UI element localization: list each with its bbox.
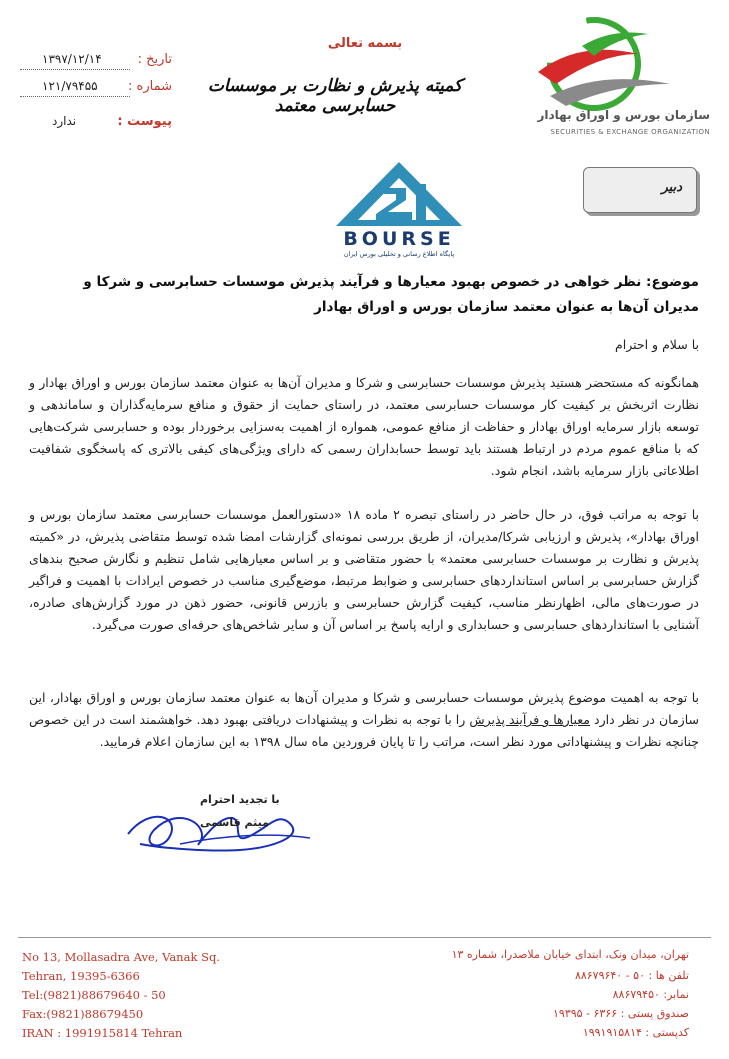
- footer-divider: [18, 937, 711, 938]
- number-dotline: [20, 96, 130, 97]
- dabir-box: [583, 167, 697, 213]
- footer-en-city: Tehran, 19395-6366: [22, 969, 140, 983]
- date-dotline: [20, 69, 130, 70]
- footer-fa-fax: نمابر: ۸۸۶۷۹۴۵۰: [612, 988, 689, 1001]
- attachment-label: پیوست :: [117, 114, 172, 129]
- footer-fa-address: تهران، میدان ونک، ابتدای خیابان ملاصدرا، شماره ۱۳: [451, 948, 689, 961]
- footer-en-fax: Fax:(9821)88679450: [22, 1007, 144, 1021]
- paragraph-3: [29, 687, 699, 753]
- letter-meta: [20, 52, 172, 132]
- bourse-caption: پایگاه اطلاع رسانی و تحلیلی بورس ایران: [343, 250, 455, 258]
- footer-fa-tel: تلفن ها : ۵۰ - ۸۸۶۷۹۶۴۰: [574, 969, 689, 982]
- bismillah-heading: بسمه تعالی: [327, 36, 403, 51]
- number-label: شماره :: [128, 79, 172, 94]
- paragraph-3-part-2: را با توجه به نظرات و پیشنهادات دریافتی بهبود دهد. خواهشمند است در این خصوص چنانچه نظرات و پیشنهاداتی مورد نظر است، مراتب را تا پایان فروردین ماه سال ۱۳۹۸ به این سازمان اعلام فرمایید.: [29, 712, 699, 749]
- paragraph-3-underlined: معیارها و فرآیند پذیرش: [469, 712, 590, 727]
- date-value: ۱۳۹۷/۱۲/۱۴: [42, 52, 102, 66]
- footer-en-iran: IRAN : 1991915814 Tehran: [22, 1026, 183, 1040]
- closing-text: با تجدید احترام: [200, 793, 280, 806]
- paragraph-1: همانگونه که مستحضر هستید پذیرش موسسات حسابرسی و شرکا و مدیران آن‌ها به عنوان معتمد سازمان بورس و اوراق بهادار و نظارت اثربخش بر کیفیت کار موسسات حسابرسی معتمد، در راستای حمایت از حقوق و منافع سرمایه‌گذاران و ساماندهی و توسعه بازار سرمایه اوراق بهادار و حفاظت از منافع عمومی، همواره از اهمیت به‌سزایی برخوردار بوده و حسابرسی شرکت‌هایی که با منافع عموم مردم در ارتباط هستند باید توسط حسابداران رسمی که دارای ویژگی‌های کیفی بالاتری که پاسخگوی شفافیت اطلاعاتی بازار سرمایه باشد، انجام شود.: [29, 375, 699, 478]
- paragraph-2: با توجه به مراتب فوق، در حال حاضر در راستای تبصره ۲ ماده ۱۸ «دستورالعمل موسسات حسابرسی معتمد سازمان بورس و اوراق بهادار»، پذیرش و ارزیابی شرکا/مدیران، از طریق بررسی نمونه‌ای گزارشات امضا شده توسط متقاضی پذیرش، در «کمیته پذیرش و نظارت بر موسسات حسابرسی معتمد» با حضور متقاضی و بر اساس معیارهایی شامل تنظیم و نگارش صحیح بندهای گزارش حسابرسی بر اساس استانداردهای حسابرسی و ضوابط مرتبط، موضع‌گیری مناسب در خصوص ایرادات با اهمیت و فراگیر در صورت‌های مالی، اظهارنظر مناسب، کیفیت گزارش حسابرسی و بازرس قانونی، حضور ذهن در مورد گزارش‌های صادره، آشنایی با استانداردهای حسابرسی و حسابداری و ارایه پاسخ بر اساس آن و سایر شاخص‌های حرفه‌ای صورت می‌گیرد.: [29, 507, 699, 632]
- org-name-fa: سازمان بورس و اوراق بهادار: [537, 108, 710, 122]
- number-value: ۱۲۱/۷۹۴۵۵: [42, 79, 98, 93]
- subject-line-2: مدیران آن‌ها به عنوان معتمد سازمان بورس و اوراق بهادار: [314, 299, 699, 315]
- attachment-value: ندارد: [52, 114, 77, 128]
- org-name-en: SECURITIES & EXCHANGE ORGANIZATION: [550, 128, 710, 136]
- letter-subject: [19, 270, 699, 320]
- bourse-wordmark: BOURSE: [343, 228, 455, 250]
- bourse-logo: [326, 160, 472, 260]
- footer-en-address: No 13, Mollasadra Ave, Vanak Sq.: [22, 950, 220, 964]
- paragraph-3-part-1: با توجه به اهمیت موضوع پذیرش موسسات حسابرسی و شرکا و مدیران آن‌ها به عنوان معتمد سازمان بورس و اوراق بهادار، این سازمان در نظر دارد: [29, 690, 699, 727]
- subject-line-1: موضوع: نظر خواهی در خصوص بهبود معیارها و فرآیند پذیرش موسسات حسابرسی و شرکا و: [83, 274, 699, 290]
- date-label: تاریخ :: [137, 52, 172, 67]
- footer-fa-postcode: کدپستی : ۱۹۹۱۹۱۵۸۱۴: [582, 1026, 689, 1039]
- footer-fa-pobox: صندوق پستی : ۶۳۶۶ - ۱۹۳۹۵: [553, 1007, 689, 1020]
- bourse-emblem-icon: [326, 160, 472, 228]
- greeting: با سلام و احترام: [615, 337, 699, 352]
- signatory-name: میثم قاسمی: [200, 816, 269, 829]
- footer-en-tel: Tel:(9821)88679640 - 50: [22, 988, 166, 1002]
- committee-title: کمیته پذیرش و نظارت بر موسسات حسابرسی معتمد: [207, 76, 463, 116]
- dabir-label: دبیر: [661, 180, 682, 195]
